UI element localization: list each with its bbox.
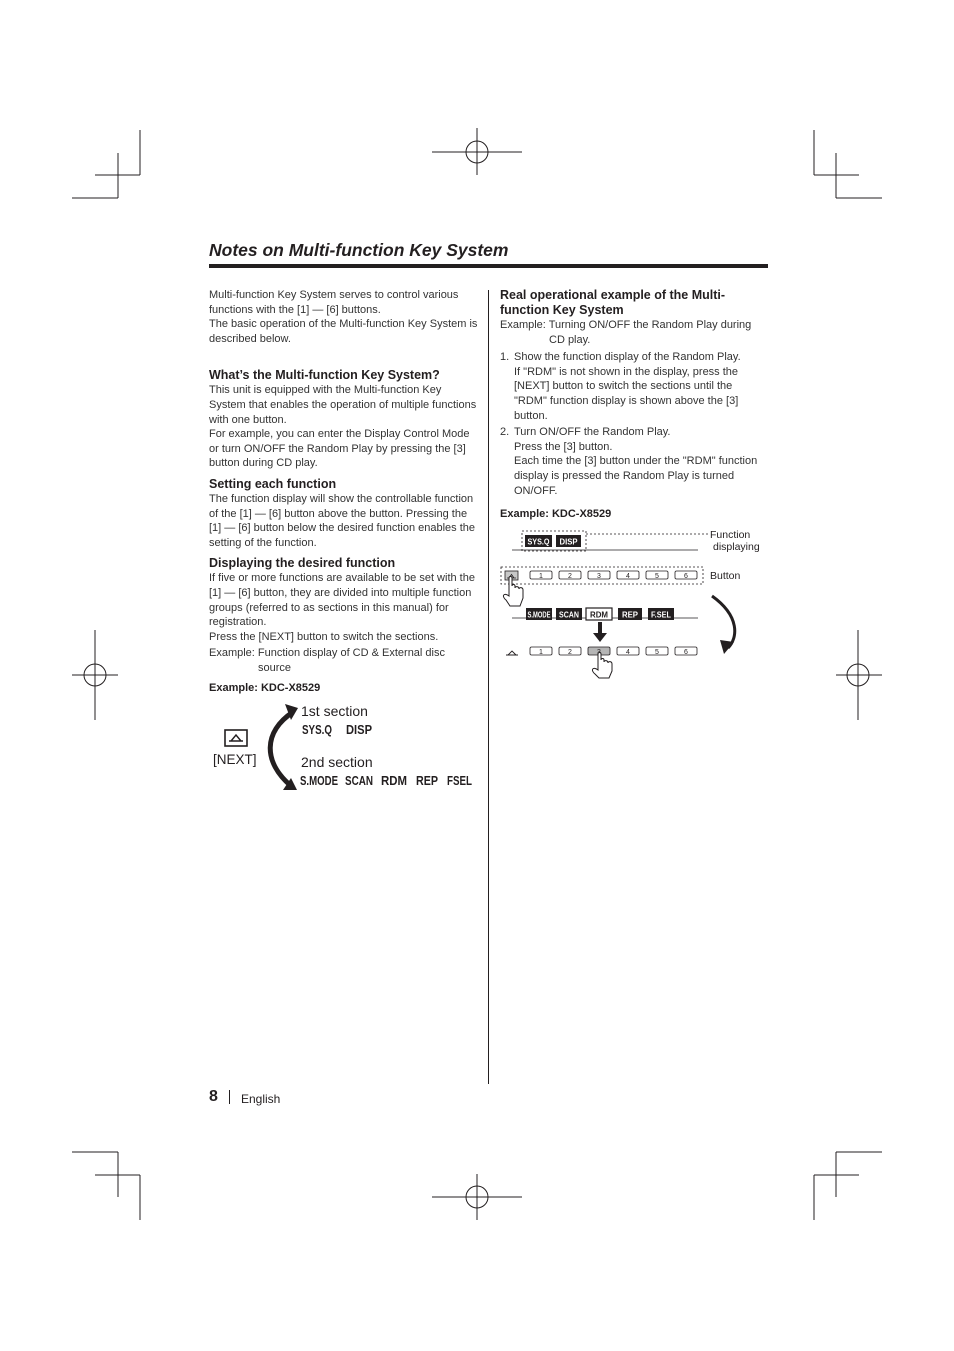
page-number: 8 (209, 1088, 218, 1105)
number-button (530, 647, 552, 656)
paragraph: The function display will show the controllable function of the [1] — [6] button above the button. Pressing the [1] — [6] button below the desired function enables the setting of the function. (209, 492, 476, 549)
number-button (559, 571, 581, 580)
number-button-label: 3 (597, 573, 601, 580)
intro-paragraph: Multi-function Key System serves to control various functions with the [1] — [6] buttons. (209, 289, 459, 316)
number-button (588, 571, 610, 580)
section2-item: S.MODE (300, 773, 339, 788)
switch-arrow-icon (270, 704, 298, 790)
button-label: Button (710, 570, 741, 582)
number-button (617, 647, 639, 656)
example-text: Example: Turning ON/OFF the Random Play during CD play. (500, 319, 752, 346)
section1-item: SYS.Q (302, 722, 332, 737)
display-label: F.SEL (651, 609, 671, 620)
intro-paragraph: The basic operation of the Multi-function Key System is described below. (209, 318, 478, 345)
number-button (675, 647, 697, 656)
step-line: Show the function display of the Random Play. (514, 351, 741, 364)
number-button-label: 2 (568, 573, 572, 580)
section1-item: DISP (346, 722, 373, 737)
paragraph: Press the [NEXT] button to switch the sections. (209, 630, 439, 643)
number-button-label: 5 (655, 649, 659, 656)
paragraph: If five or more functions are available to be set with the [1] — [6] button, they are divided into multiple function groups (referred to as sections in this manual) for registration. (209, 572, 475, 629)
step-number: 2. (500, 426, 510, 439)
second-section-label: 2nd section (301, 754, 373, 770)
figure-label: Example: KDC-X8529 (209, 682, 321, 694)
function-display-item (526, 608, 552, 620)
function-display-item (618, 608, 642, 620)
step-number: 1. (500, 351, 510, 364)
right-heading: function Key System (500, 303, 624, 317)
display-label: DISP (559, 536, 578, 547)
number-button (646, 571, 668, 580)
down-arrow-icon (593, 622, 607, 642)
number-button (675, 571, 697, 580)
display-label: REP (622, 609, 639, 620)
paragraph: For example, you can enter the Display Control Mode or turn ON/OFF the Random Play by pressing the [3] button during CD play. (209, 428, 470, 470)
display-label: SYS.Q (527, 536, 550, 547)
paragraph: This unit is equipped with the Multi-function Key System that enables the operation of multiple functions with one button. (209, 384, 477, 426)
function-display-item (648, 608, 674, 620)
page-title: Notes on Multi-function Key System (209, 240, 509, 260)
number-button-label: 1 (539, 573, 543, 580)
number-button-label: 4 (626, 573, 630, 580)
operation-figure (498, 526, 770, 682)
figure-label: Example: KDC-X8529 (500, 508, 612, 520)
section-heading: What’s the Multi-function Key System? (209, 368, 440, 383)
function-label: displaying (713, 541, 760, 553)
step-item (500, 350, 762, 423)
function-display-item (556, 608, 582, 620)
number-button-label: 6 (684, 573, 688, 580)
number-button (617, 571, 639, 580)
display-label: RDM (590, 609, 608, 620)
example-text: Example: Function display of CD & External disc source (209, 647, 445, 674)
sections-figure (205, 698, 480, 794)
next-button-icon (225, 730, 247, 746)
function-label: Function (710, 529, 751, 541)
pointing-hand-icon (503, 577, 523, 607)
number-button-label: 4 (626, 649, 630, 656)
display-label: SCAN (559, 609, 579, 620)
function-display-item (525, 535, 552, 547)
number-button-label: 6 (684, 649, 688, 656)
section-heading: Setting each function (209, 476, 337, 491)
step-item (500, 425, 762, 498)
pointing-hand-icon (592, 653, 612, 679)
section2-item: FSEL (447, 773, 473, 788)
function-display-item (556, 535, 581, 547)
next-label: [NEXT] (213, 752, 257, 767)
step-line: Turn ON/OFF the Random Play. (514, 426, 671, 439)
right-heading: Real operational example of the Multi- (500, 288, 726, 302)
number-button (646, 647, 668, 656)
number-button-label: 1 (539, 649, 543, 656)
first-section-label: 1st section (301, 703, 368, 719)
column-divider (488, 290, 489, 1084)
step-line: Each time the [3] button under the "RDM" function display is pressed the Random Play is turned ON/OFF. (514, 455, 758, 497)
section-heading: Displaying the desired function (209, 556, 396, 571)
step-line: If "RDM" is not shown in the display, press the [NEXT] button to switch the sections until the "RDM" function display is shown above the [3] button. (514, 365, 739, 422)
function-display-item-highlighted (586, 608, 612, 620)
number-button-label: 5 (655, 573, 659, 580)
number-button-label: 2 (568, 649, 572, 656)
section2-item: REP (416, 773, 439, 788)
steps-list (500, 350, 762, 498)
curved-arrow-icon (712, 596, 735, 654)
number-button (530, 571, 552, 580)
left-column (209, 288, 479, 675)
section2-item: SCAN (345, 773, 373, 788)
page-language: English (241, 1092, 281, 1106)
display-label: S.MODE (527, 610, 551, 620)
next-button-icon (506, 651, 518, 655)
number-button (559, 647, 581, 656)
step-line: Press the [3] button. (514, 440, 613, 453)
right-column (500, 288, 762, 498)
title-rule (209, 264, 768, 268)
folio-separator (229, 1090, 230, 1104)
section2-item: RDM (381, 773, 407, 788)
